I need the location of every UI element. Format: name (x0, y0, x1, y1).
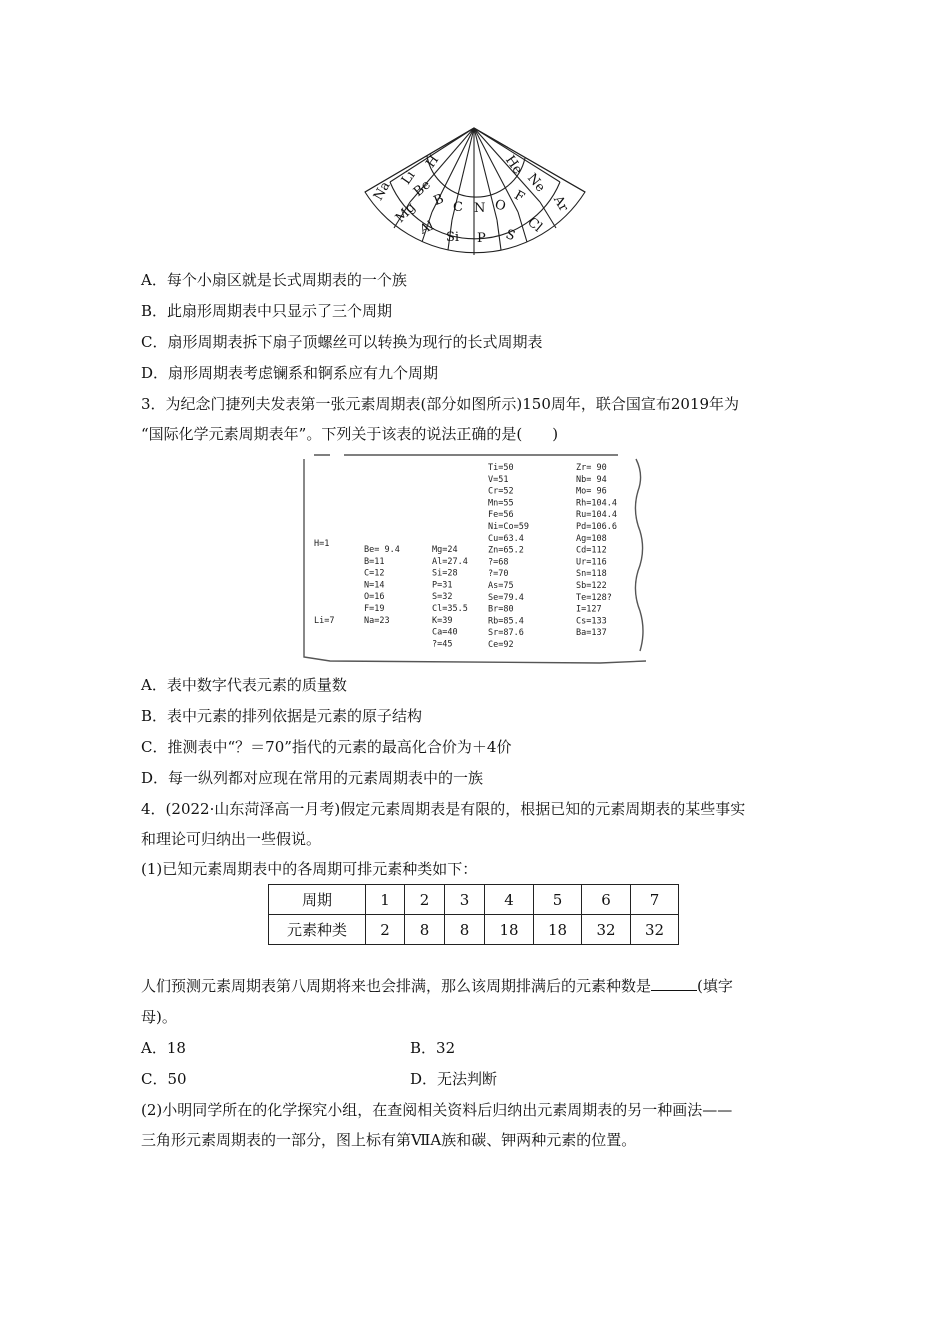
table-cell: 7 (631, 885, 679, 915)
mend-entry: Sr=87.6 (488, 628, 524, 639)
table-header-period: 周期 (269, 885, 366, 915)
mend-entry: Cr=52 (488, 486, 514, 497)
mend-entry: Cl=35.5 (432, 604, 468, 614)
table-cell: 5 (534, 885, 582, 915)
q2-option-d: D．扇形周期表考虑镧系和锕系应有九个周期 (141, 364, 439, 382)
mend-entry: Nb= 94 (576, 474, 607, 485)
fan-element-S: S (503, 227, 518, 245)
mend-entry: Be= 9.4 (364, 545, 400, 555)
mend-entry: Sn=118 (576, 569, 607, 580)
mend-entry: ?=70 (488, 569, 509, 580)
table-cell: 1 (366, 885, 405, 915)
fan-element-N: N (474, 201, 486, 216)
table-cell: 32 (631, 915, 679, 945)
table-cell: 6 (582, 885, 631, 915)
mend-entry: I=127 (576, 604, 602, 615)
mend-col3 (432, 545, 468, 649)
fan-element-H: H (423, 152, 443, 171)
q4-sub1-question: 人们预测元素周期表第八周期将来也会排满，那么该周期排满后的元素种数是 (填字 (141, 977, 733, 995)
q2-option-c: C．扇形周期表拆下扇子顶螺丝可以转换为现行的长式周期表 (141, 333, 543, 351)
mend-entry: Fe=56 (488, 510, 514, 521)
table-cell: 3 (445, 885, 485, 915)
fan-element-Be: Be (410, 177, 434, 200)
mend-entry: Ag=108 (576, 533, 607, 544)
mend-col2 (364, 545, 400, 626)
mend-entry: Na=23 (364, 615, 390, 626)
table-cell: 18 (534, 915, 582, 945)
fan-element-P: P (477, 231, 486, 246)
mend-entry: Si=28 (432, 568, 458, 579)
q4-sub2-line1: (2)小明同学所在的化学探究小组，在查阅相关资料后归纳出元素周期表的另一种画法—— (141, 1101, 733, 1119)
mend-entry: Sb=122 (576, 581, 607, 591)
fan-element-Ar: Ar (550, 193, 571, 215)
table-cell: 8 (445, 915, 485, 945)
table-cell: 18 (485, 915, 534, 945)
q4-stem-line2: 和理论可归纳出一些假说。 (141, 830, 322, 848)
mend-entry: Ca=40 (432, 627, 458, 638)
table-row (269, 915, 679, 945)
table-cell: 32 (582, 915, 631, 945)
mend-entry: O=16 (364, 592, 385, 603)
mend-entry: Se=79.4 (488, 592, 524, 603)
mend-col1 (314, 539, 334, 626)
mend-entry: Al=27.4 (432, 556, 468, 567)
q4-sub1-option-a: A．18 (141, 1039, 186, 1057)
mend-entry: Ni=Co=59 (488, 522, 529, 532)
q4-sub2-line2: 三角形元素周期表的一部分，图上标有第ⅦA族和碳、钾两种元素的位置。 (141, 1131, 637, 1149)
period-element-count-table (268, 884, 679, 945)
q4-sub1-option-c: C．50 (141, 1070, 187, 1088)
table-cell: 2 (366, 915, 405, 945)
fan-element-O: O (493, 197, 508, 215)
mend-col4 (488, 463, 529, 650)
mend-entry: B=11 (364, 556, 385, 567)
table-header-element-count: 元素种类 (269, 915, 366, 945)
q3-option-a: A．表中数字代表元素的质量数 (141, 676, 347, 694)
q4-sub1-option-b: B．32 (410, 1039, 456, 1057)
mend-entry: Ce=92 (488, 640, 514, 650)
mend-entry: H=1 (314, 539, 330, 549)
q2-option-b: B．此扇形周期表中只显示了三个周期 (141, 302, 393, 320)
mend-entry: Mg=24 (432, 545, 458, 555)
fan-element-Li: Li (398, 168, 419, 188)
table-cell: 4 (485, 885, 534, 915)
q4-sub1-option-d: D．无法判断 (410, 1070, 498, 1088)
q4-sub1-intro: (1)已知元素周期表中的各周期可排元素种类如下： (141, 860, 478, 878)
mend-entry: V=51 (488, 474, 509, 485)
mend-entry: Br=80 (488, 604, 514, 615)
mend-entry: Pd=106.6 (576, 522, 617, 532)
q2-option-a: A．每个小扇区就是长式周期表的一个族 (141, 271, 407, 289)
mend-entry: Ba=137 (576, 628, 607, 639)
mendeleev-table-figure (300, 451, 652, 665)
mend-entry: Cu=63.4 (488, 533, 524, 544)
mend-entry: Te=128? (576, 592, 612, 603)
table-row (269, 885, 679, 915)
mend-entry: Ti=50 (488, 463, 514, 473)
mend-entry: Zn=65.2 (488, 545, 524, 556)
q3-option-d: D．每一纵列都对应现在常用的元素周期表中的一族 (141, 769, 484, 787)
table-cell: 8 (405, 915, 445, 945)
fan-element-Ne: Ne (524, 170, 548, 196)
mend-entry: Zr= 90 (576, 463, 607, 473)
q3-option-b: B．表中元素的排列依据是元素的原子结构 (141, 707, 423, 725)
answer-blank[interactable] (651, 976, 697, 991)
mend-entry: N=14 (364, 580, 385, 591)
mend-entry: Rb=85.4 (488, 616, 524, 627)
fan-element-Al: Al (417, 218, 437, 238)
mend-entry: Ru=104.4 (576, 510, 617, 521)
mend-entry: P=31 (432, 580, 453, 591)
q4-stem-line1: 4．(2022·山东菏泽高一月考)假定元素周期表是有限的，根据已知的元素周期表的某些事实 (141, 800, 746, 818)
fan-element-Na: Na (370, 179, 394, 204)
fan-element-Cl: Cl (524, 214, 545, 236)
fan-element-Mg: Mg (392, 199, 419, 226)
mend-entry: ?=45 (432, 639, 453, 650)
mend-col5 (576, 463, 617, 638)
mend-entry: K=39 (432, 615, 453, 626)
q4-sub1-question-cont: 母)。 (141, 1008, 177, 1026)
mend-entry: Cd=112 (576, 545, 607, 556)
mend-entry: S=32 (432, 592, 453, 603)
mend-entry: ?=68 (488, 557, 509, 568)
fan-element-F: F (511, 187, 527, 206)
mend-entry: Rh=104.4 (576, 498, 617, 509)
mend-entry: Li=7 (314, 616, 335, 626)
mend-entry: As=75 (488, 581, 514, 591)
fan-element-B: B (431, 191, 447, 209)
q3-stem-line2: “国际化学元素周期表年”。下列关于该表的说法正确的是( ) (141, 425, 559, 443)
q3-option-c: C．推测表中“？＝70”指代的元素的最高化合价为＋4价 (141, 738, 512, 756)
mend-entry: C=12 (364, 568, 385, 579)
q3-stem-line1: 3．为纪念门捷列夫发表第一张元素周期表(部分如图所示)150周年，联合国宣布2019年为 (141, 395, 740, 413)
mend-entry: Ur=116 (576, 557, 607, 568)
fan-element-He: He (502, 153, 526, 178)
mend-entry: F=19 (364, 604, 385, 614)
mend-entry: Mo= 96 (576, 486, 607, 497)
table-cell: 2 (405, 885, 445, 915)
fan-element-C: C (453, 200, 463, 215)
mend-entry: Mn=55 (488, 498, 514, 509)
mend-entry: Cs=133 (576, 616, 607, 627)
fan-periodic-table-figure (360, 124, 600, 256)
fan-element-Si: Si (446, 230, 460, 245)
